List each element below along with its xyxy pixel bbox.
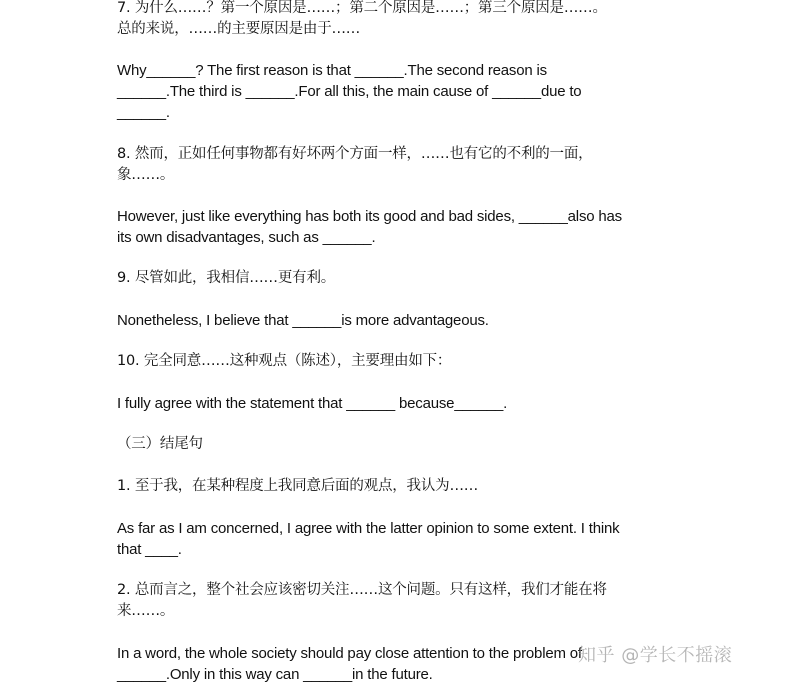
item-10-en: I fully agree with the statement that ______ because______.: [117, 395, 508, 412]
item-9-en: Nonetheless, I believe that ______is more advantageous.: [117, 312, 489, 329]
zhihu-watermark: 知乎 @学长不摇滚: [578, 645, 733, 666]
section-heading-closing: （三）结尾句: [117, 436, 203, 452]
item-7-en-line-2: ______.The third is ______.For all this, the main cause of ______due to: [117, 83, 582, 100]
item-7-en-line-1: Why______? The first reason is that ______.The second reason is: [117, 62, 547, 79]
closing-2-zh-line-1: 2. 总而言之，整个社会应该密切关注……这个问题。只有这样，我们才能在将: [117, 582, 607, 598]
item-8-zh-line-1: 8. 然而，正如任何事物都有好坏两个方面一样，……也有它的不利的一面，: [117, 146, 593, 162]
item-8-en-line-1: However, just like everything has both its good and bad sides, ______also has: [117, 208, 622, 225]
closing-1-en-line-2: that ____.: [117, 541, 182, 558]
item-7-zh-line-1: 7. 为什么……？第一个原因是……；第二个原因是……；第三个原因是……。: [117, 0, 607, 16]
item-9-zh: 9. 尽管如此，我相信……更有利。: [117, 270, 336, 286]
item-7-en-line-3: ______.: [117, 104, 170, 121]
item-10-zh: 10. 完全同意……这种观点（陈述），主要理由如下：: [117, 353, 452, 369]
closing-2-en-line-1: In a word, the whole society should pay close attention to the problem of: [117, 645, 582, 662]
item-7-zh-line-2: 总的来说，……的主要原因是由于……: [117, 21, 361, 37]
item-8-en-line-2: its own disadvantages, such as ______.: [117, 229, 376, 246]
closing-2-zh-line-2: 来……。: [117, 603, 175, 619]
closing-1-zh: 1. 至于我，在某种程度上我同意后面的观点，我认为……: [117, 478, 479, 494]
closing-1-en-line-1: As far as I am concerned, I agree with the latter opinion to some extent. I think: [117, 520, 620, 537]
closing-2-en-line-2: ______.Only in this way can ______in the future.: [117, 666, 433, 683]
item-8-zh-line-2: 象……。: [117, 167, 175, 183]
